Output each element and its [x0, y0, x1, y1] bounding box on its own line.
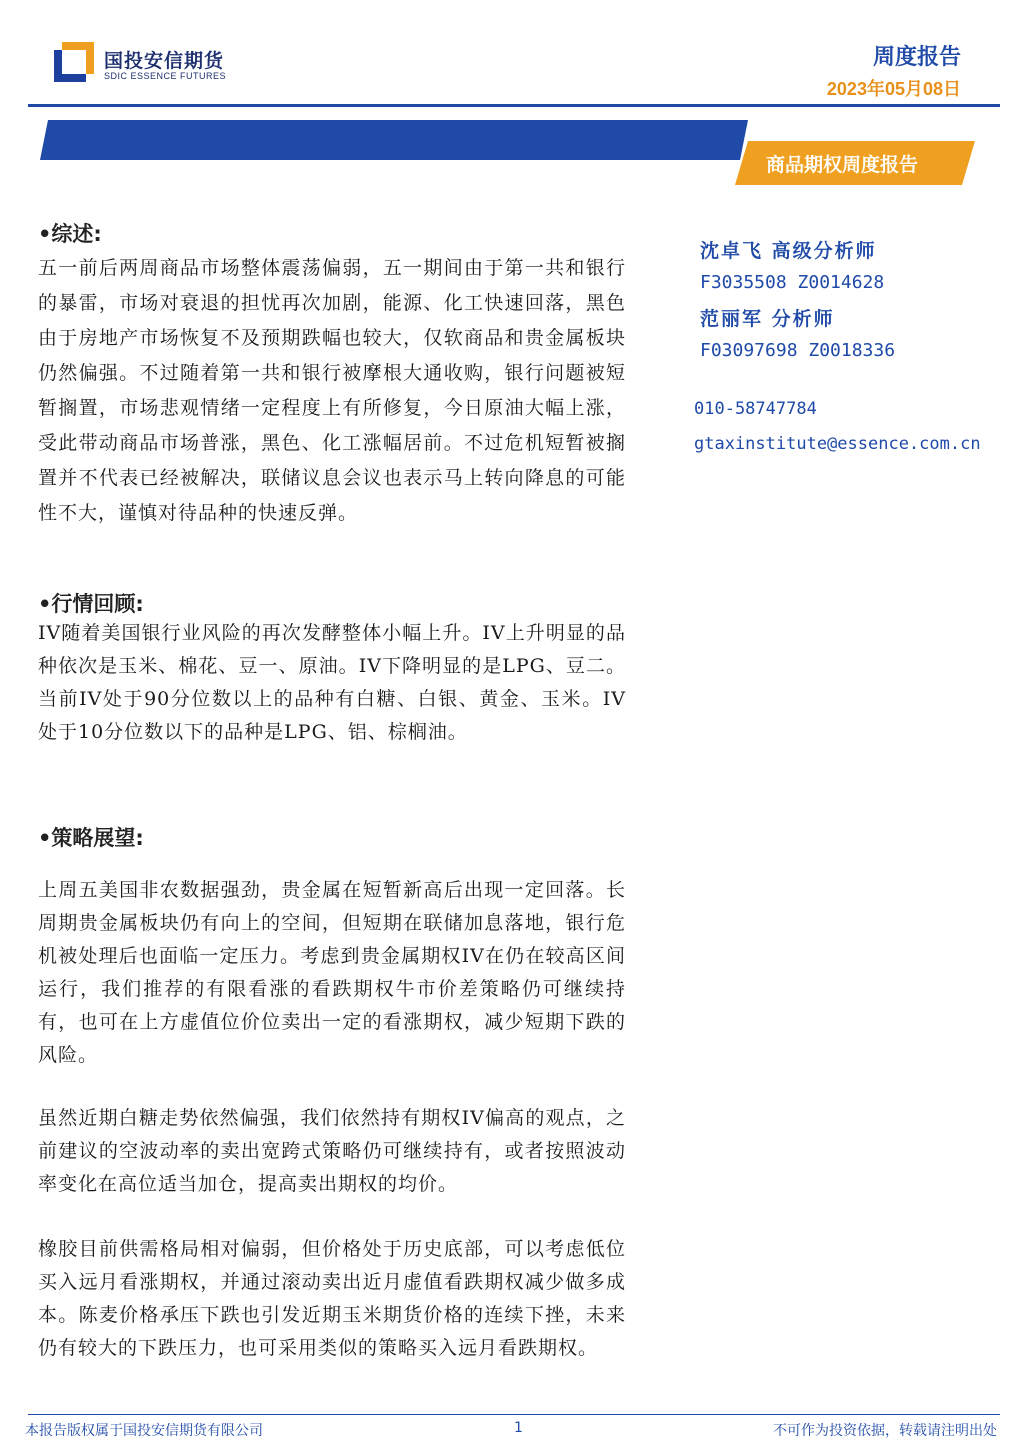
report-date: 2023年05月08日 [826, 79, 961, 99]
footer-copyright: 本报告版权属于国投安信期货有限公司 [25, 1423, 263, 1439]
section-title-review: •行情回顾: [38, 592, 144, 616]
section-title-summary: •综述: [38, 222, 102, 246]
company-logo-icon [54, 42, 94, 82]
page-number: 1 [514, 1420, 523, 1436]
company-name-cn: 国投安信期货 [104, 50, 225, 72]
header-rule [28, 104, 1000, 107]
outlook-paragraph-sugar: 虽然近期白糖走势依然偏强，我们依然持有期权IV偏高的观点，之前建议的空波动率的卖出宽跨式策略仍可继续持有，或者按照波动率变化在高位适当加仓，提高卖出期权的均价。 [38, 1107, 626, 1195]
analyst-1-ids: F3035508 Z0014628 [700, 272, 885, 293]
company-name-en: SDIC ESSENCE FUTURES [104, 71, 227, 81]
report-type: 周度报告 [872, 45, 961, 70]
contact-phone: 010-58747784 [694, 399, 817, 419]
analyst-2-ids: F03097698 Z0018336 [700, 340, 896, 361]
section-title-outlook: •策略展望: [38, 826, 144, 850]
analyst-1-name: 沈卓飞 高级分析师 [700, 240, 877, 262]
banner-title: 商品期权周度报告 [765, 154, 918, 176]
summary-paragraph: 五一前后两周商品市场整体震荡偏弱，五一期间由于第一共和银行的暴雷，市场对衰退的担忧再次加剧，能源、化工快速回落，黑色由于房地产市场恢复不及预期跌幅也较大，仅软商品和贵金属板块仍然偏强。不过随着第一共和银行被摩根大通收购，银行问题被短暂搁置，市场悲观情绪一定程度上有所修复，今日原油大幅上涨，受此带动商品市场普涨，黑色、化工涨幅居前。不过危机短暂被搁置并不代表已经被解决，联储议息会议也表示马上转向降息的可能性不大，谨慎对待品种的快速反弹。 [38, 257, 626, 524]
review-paragraph: IV随着美国银行业风险的再次发酵整体小幅上升。IV上升明显的品种依次是玉米、棉花、豆一、原油。IV下降明显的是LPG、豆二。当前IV处于90分位数以上的品种有白糖、白银、黄金、玉米。IV处于10分位数以下的品种是LPG、铝、棕榈油。 [38, 622, 626, 743]
outlook-paragraph-rubber: 橡胶目前供需格局相对偏弱，但价格处于历史底部，可以考虑低位买入远月看涨期权，并通过滚动卖出近月虚值看跌期权减少做多成本。陈麦价格承压下跌也引发近期玉米期货价格的连续下挫，未来仍有较大的下跌压力，也可采用类似的策略买入远月看跌期权。 [38, 1238, 626, 1359]
footer-rule [28, 1414, 1000, 1415]
footer-disclaimer: 不可作为投资依据，转载请注明出处 [773, 1423, 997, 1439]
contact-email[interactable]: gtaxinstitute@essence.com.cn [694, 434, 981, 454]
analyst-2-name: 范丽军 分析师 [700, 308, 835, 330]
outlook-paragraph-metals: 上周五美国非农数据强劲，贵金属在短暂新高后出现一定回落。长周期贵金属板块仍有向上的空间，但短期在联储加息落地，银行危机被处理后也面临一定压力。考虑到贵金属期权IV在仍在较高区间运行，我们推荐的有限看涨的看跌期权牛市价差策略仍可继续持有，也可在上方虚值位价位卖出一定的看涨期权，减少短期下跌的风险。 [38, 879, 626, 1066]
